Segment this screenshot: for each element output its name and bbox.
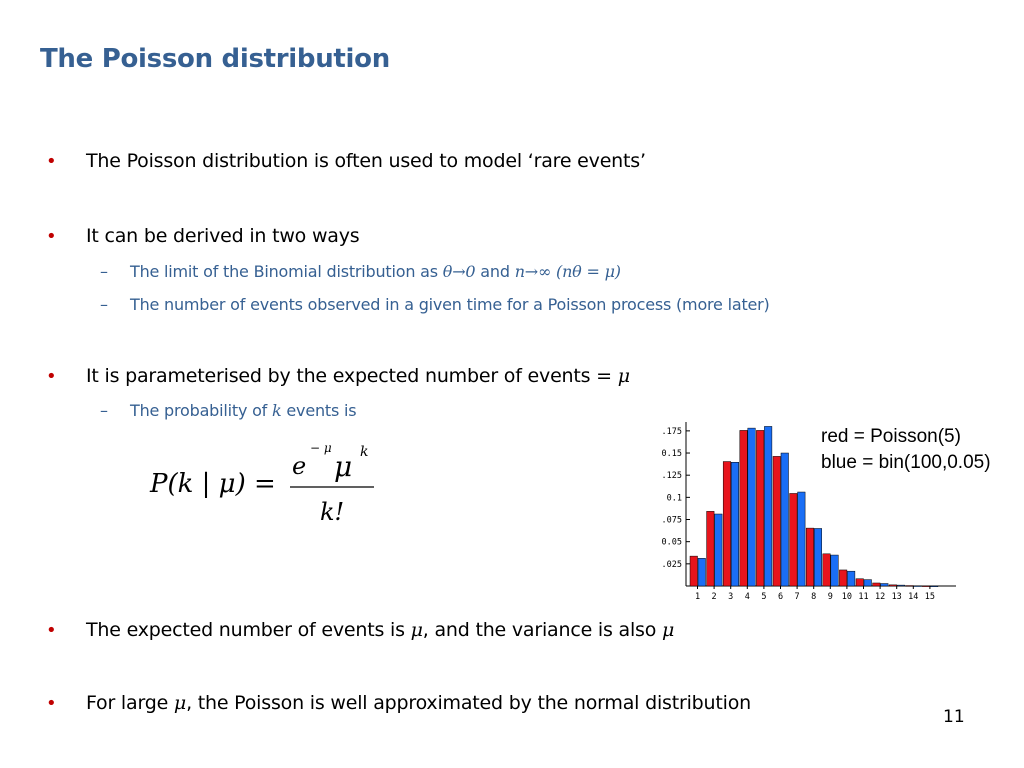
x-tick-label: 13 bbox=[891, 592, 902, 602]
bullet-dot: • bbox=[46, 620, 57, 641]
bar bbox=[698, 558, 706, 586]
subbullet-binomial-limit: – The limit of the Binomial distribution as θ→0 and n→∞ (nθ = μ) bbox=[100, 262, 621, 281]
x-tick-label: 15 bbox=[924, 592, 936, 602]
x-tick-label: 4 bbox=[744, 592, 750, 602]
bullet-dot: • bbox=[46, 226, 57, 247]
subbullet-probability: – The probability of k events is bbox=[100, 401, 357, 420]
bar bbox=[715, 514, 723, 586]
bar bbox=[764, 426, 772, 586]
bullet-dot: • bbox=[46, 366, 57, 387]
bullet-rare-events: • The Poisson distribution is often used to model ‘rare events’ bbox=[46, 150, 646, 172]
poisson-formula bbox=[148, 436, 388, 536]
bar bbox=[748, 428, 756, 586]
bullet-normal-approx: • For large μ, the Poisson is well approximated by the normal distribution bbox=[46, 692, 751, 714]
bullet-derived: • It can be derived in two ways bbox=[46, 225, 360, 247]
x-tick-label: 3 bbox=[728, 592, 734, 602]
x-tick-label: 11 bbox=[858, 592, 869, 602]
formula-exponent: − μ bbox=[310, 441, 332, 455]
formula-mu: μ bbox=[334, 450, 353, 483]
bar bbox=[790, 493, 798, 586]
bullet-dot: • bbox=[46, 151, 57, 172]
bar bbox=[731, 462, 739, 586]
bar bbox=[798, 492, 806, 586]
bar bbox=[856, 579, 864, 586]
bar bbox=[930, 586, 938, 587]
y-tick-label: 0.1 bbox=[666, 493, 682, 504]
bar bbox=[864, 580, 872, 586]
bar bbox=[707, 511, 715, 586]
x-tick-label: 2 bbox=[711, 592, 717, 602]
y-tick-label: 0.15 bbox=[661, 449, 682, 460]
x-tick-label: 9 bbox=[827, 592, 833, 602]
bar bbox=[881, 584, 889, 586]
bar bbox=[823, 554, 831, 586]
y-tick-label: .175 bbox=[661, 426, 682, 437]
x-tick-label: 10 bbox=[841, 592, 853, 602]
legend-poisson: red = Poisson(5) bbox=[821, 426, 961, 447]
formula-denominator: k! bbox=[320, 498, 345, 526]
legend-binomial: blue = bin(100,0.05) bbox=[821, 452, 991, 473]
x-tick-label: 1 bbox=[694, 592, 701, 602]
bar bbox=[831, 555, 839, 586]
bar bbox=[723, 462, 731, 586]
x-tick-label: 7 bbox=[794, 592, 800, 602]
bar bbox=[781, 453, 789, 586]
x-tick-label: 12 bbox=[874, 592, 886, 602]
bar bbox=[740, 430, 748, 586]
bullet-dot: • bbox=[46, 693, 57, 714]
bar bbox=[914, 586, 922, 587]
formula-e: e bbox=[292, 452, 307, 480]
bar bbox=[897, 585, 905, 586]
y-tick-label: .125 bbox=[661, 471, 682, 482]
x-tick-label: 6 bbox=[777, 592, 784, 602]
formula-k-exponent: k bbox=[360, 444, 369, 460]
x-tick-label: 14 bbox=[908, 592, 919, 602]
bar bbox=[873, 583, 881, 586]
bullet-expected-variance: • The expected number of events is μ, and the variance is also μ bbox=[46, 619, 675, 641]
bar bbox=[773, 456, 781, 586]
bar bbox=[839, 570, 847, 586]
bar bbox=[814, 528, 822, 586]
y-tick-label: .075 bbox=[661, 515, 682, 526]
y-tick-label: 0.05 bbox=[661, 537, 682, 548]
bar bbox=[806, 528, 814, 586]
bar bbox=[756, 430, 764, 586]
bar bbox=[922, 586, 930, 587]
slide-title: The Poisson distribution bbox=[40, 44, 390, 74]
x-tick-label: 8 bbox=[811, 592, 817, 602]
bar bbox=[906, 586, 914, 587]
y-tick-label: .025 bbox=[661, 559, 682, 570]
x-tick-label: 5 bbox=[761, 592, 767, 602]
subbullet-poisson-process: – The number of events observed in a given time for a Poisson process (more later) bbox=[100, 295, 770, 314]
chart-legend bbox=[821, 424, 991, 476]
page-number: 11 bbox=[943, 707, 965, 727]
bar bbox=[847, 571, 855, 586]
bullet-parameterised: • It is parameterised by the expected number of events = μ bbox=[46, 365, 630, 387]
bar bbox=[690, 556, 698, 586]
formula-lhs: P(k | μ) = bbox=[150, 469, 276, 499]
bar bbox=[889, 585, 897, 586]
